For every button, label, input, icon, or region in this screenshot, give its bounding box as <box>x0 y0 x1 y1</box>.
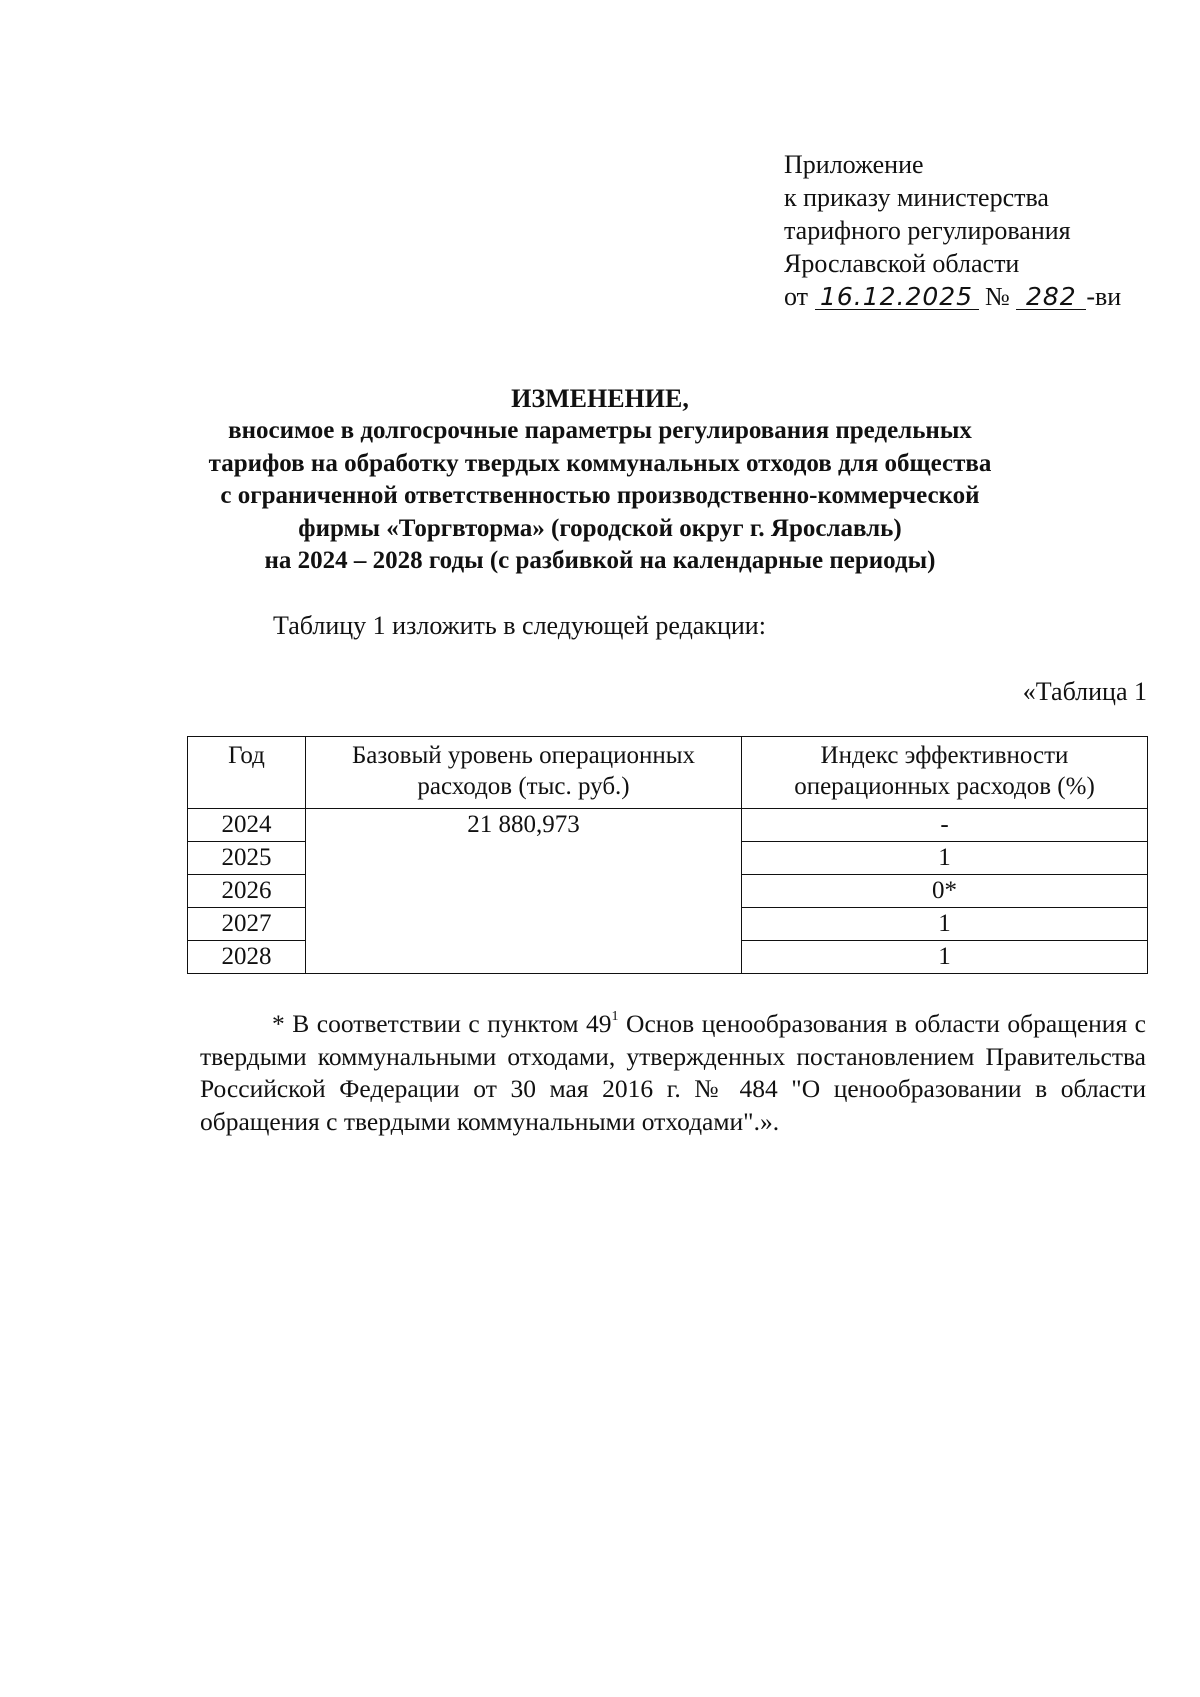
index-cell: 1 <box>742 908 1148 941</box>
header-base-level: Базовый уровень операционных расходов (тыс. руб.) <box>306 737 742 809</box>
intro-paragraph: Таблицу 1 изложить в следующей редакции: <box>273 611 766 640</box>
appendix-order-ref: к приказу министерства <box>784 183 1049 212</box>
year-cell: 2028 <box>188 941 306 974</box>
title-line-3: с ограниченной ответственностью производственно-коммерческой <box>220 482 980 510</box>
header-efficiency-index: Индекс эффективности операционных расходов (%) <box>742 737 1148 809</box>
title-line-2: тарифов на обработку твердых коммунальных отходов для общества <box>208 449 992 477</box>
year-cell: 2027 <box>188 908 306 941</box>
year-cell: 2025 <box>188 842 306 875</box>
date-prefix: от <box>784 282 809 311</box>
number-suffix: -ви <box>1086 282 1122 311</box>
footnote-superscript: 1 <box>611 1009 619 1024</box>
tariff-table <box>187 736 1148 974</box>
year-cell: 2024 <box>188 809 306 842</box>
title-line-5: на 2024 – 2028 годы (с разбивкой на календарные периоды) <box>264 547 936 575</box>
index-cell: 0* <box>742 875 1148 908</box>
footnote-text-before: В соответствии с пунктом 49 <box>292 1009 612 1038</box>
table-row <box>188 809 1148 842</box>
footnote-text-after: Основ ценообразования в области обращения с твердыми коммунальными отходами, утвержденных постановлением Правительства Российской Федерации от 30 мая 2016 г. № 484 "О ценообразовании в области обращения с твердыми коммунальными отходами".». <box>200 1009 1147 1136</box>
document-title <box>150 383 1050 577</box>
title-line-1: вносимое в долгосрочные параметры регулирования предельных <box>228 417 972 445</box>
base-level-cell: 21 880,973 <box>306 809 742 974</box>
appendix-header <box>784 148 1121 313</box>
title-heading: ИЗМЕНЕНИЕ, <box>511 384 689 413</box>
handwritten-number: 282 <box>1016 285 1086 310</box>
header-year: Год <box>188 737 306 809</box>
appendix-title: Приложение <box>784 150 924 179</box>
appendix-region: Ярославской области <box>784 249 1020 278</box>
year-cell: 2026 <box>188 875 306 908</box>
footnote-paragraph <box>200 1008 1146 1138</box>
title-line-4: фирмы «Торгвторма» (городской округ г. Ярославль) <box>298 514 902 542</box>
appendix-date-line <box>784 280 1121 313</box>
index-cell: - <box>742 809 1148 842</box>
footnote-star: * <box>272 1009 285 1038</box>
number-prefix: № <box>985 282 1010 311</box>
appendix-ministry: тарифного регулирования <box>784 216 1071 245</box>
index-cell: 1 <box>742 842 1148 875</box>
table-label: «Таблица 1 <box>1022 677 1147 706</box>
footnote <box>200 1008 1146 1138</box>
handwritten-date: 16.12.2025 <box>815 285 979 310</box>
index-cell: 1 <box>742 941 1148 974</box>
table-header-row <box>188 737 1148 809</box>
